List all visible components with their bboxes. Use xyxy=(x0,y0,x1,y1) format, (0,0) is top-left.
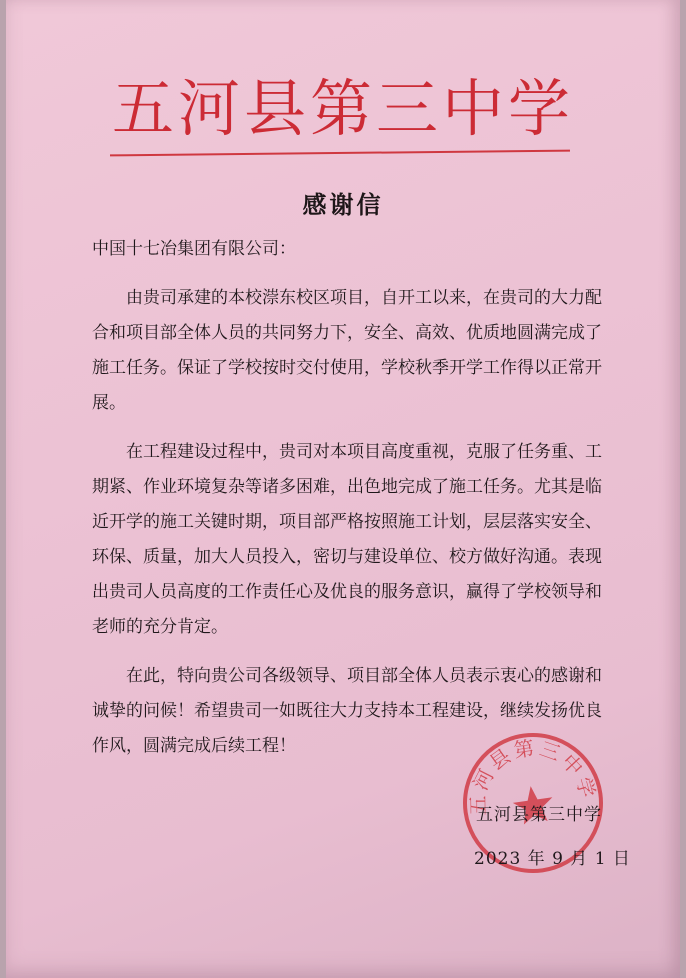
letter-salutation: 中国十七冶集团有限公司： xyxy=(92,239,296,259)
letter-paragraph-2: 在工程建设过程中，贵司对本项目高度重视，克服了任务重、工期紧、作业环境复杂等诸多困难，出色地完成了施工任务。尤其是临近开学的施工关键时期，项目部严格按照施工计划，层层落实安全、环保、质量，加大人员投入，密切与建设单位、校方做好沟通。表现出贵司人员高度的工作责任心及优良的服务意识，赢得了学校领导和老师的充分肯定。 xyxy=(92,442,602,637)
signature-date: 2023 年 9 月 1 日 xyxy=(474,849,631,869)
letter-paragraph-3: 在此，特向贵公司各级领导、项目部全体人员表示衷心的感谢和诚挚的问候！希望贵司一如既往大力支持本工程建设，继续发扬优良作风，圆满完成后续工程！ xyxy=(92,666,602,756)
letter-paragraph-1: 由贵司承建的本校漴东校区项目，自开工以来，在贵司的大力配合和项目部全体人员的共同努力下，安全、高效、优质地圆满完成了施工任务。保证了学校按时交付使用，学校秋季开学工作得以正常开展。 xyxy=(92,288,602,413)
letter-body xyxy=(92,232,602,764)
signature-organization: 五河县第三中学 xyxy=(476,805,602,825)
letterhead-school-name: 五河县第三中学 xyxy=(111,72,574,145)
letterhead-divider xyxy=(110,150,570,157)
letter-title: 感谢信 xyxy=(302,191,384,219)
letter-page xyxy=(6,0,680,978)
stamp-text: 五河县第三中学 xyxy=(465,735,601,816)
